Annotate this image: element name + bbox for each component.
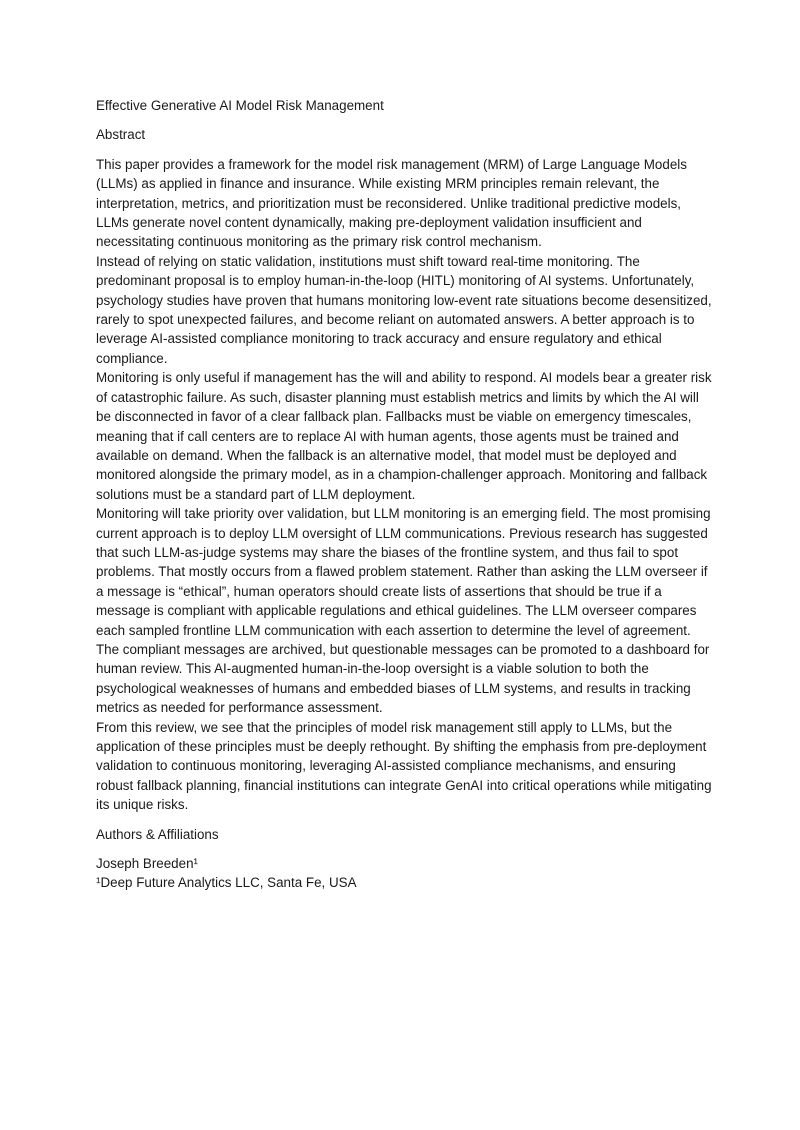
- paper-page: [96, 96, 716, 893]
- authors-heading: Authors & Affiliations: [96, 826, 219, 842]
- abstract-paragraph-2: Instead of relying on static validation, institutions must shift toward real-time monitoring. The predominant proposal is to employ human-in-the-loop (HITL) monitoring of AI systems. Unfortunately, psychology studies have proven that humans monitoring low-event rate situations become desensitized, rarely to spot unexpected failures, and become reliant on automated answers. A better approach is to leverage AI-assisted compliance monitoring to track accuracy and ensure regulatory and ethical compliance.: [96, 253, 712, 366]
- author-name: Joseph Breeden¹: [96, 856, 198, 872]
- abstract-paragraph-1: This paper provides a framework for the model risk management (MRM) of Large Language Models (LLMs) as applied in finance and insurance. While existing MRM principles remain relevant, the interpretation, metrics, and prioritization must be reconsidered. Unlike traditional predictive models, LLMs generate novel content dynamically, making pre-deployment validation insufficient and necessitating continuous monitoring as the primary risk control mechanism.: [96, 156, 687, 250]
- abstract-heading: Abstract: [96, 127, 146, 143]
- abstract-paragraph-4: Monitoring will take priority over validation, but LLM monitoring is an emerging field. The most promising current approach is to deploy LLM oversight of LLM communications. Previous research has suggested that such LLM-as-judge systems may share the biases of the frontline system, and thus fail to spot problems. That mostly occurs from a flawed problem statement. Rather than asking the LLM overseer if a message is “ethical”, human operators should create lists of assertions that should be true if a message is compliant with applicable regulations and ethical guidelines. The LLM overseer compares each sampled frontline LLM communication with each assertion to determine the level of agreement. The compliant messages are archived, but questionable messages can be promoted to a dashboard for human review. This AI-augmented human-in-the-loop oversight is a viable solution to both the psychological weaknesses of humans and embedded biases of LLM systems, and results in tracking metrics as needed for performance assessment.: [96, 506, 711, 716]
- author-affiliation: ¹Deep Future Analytics LLC, Santa Fe, USA: [96, 875, 357, 891]
- abstract-paragraph-5: From this review, we see that the principles of model risk management still apply to LLMs, but the application of these principles must be deeply rethought. By shifting the emphasis from pre-deployment validation to continuous monitoring, leveraging AI-assisted compliance mechanisms, and ensuring robust fallback planning, financial institutions can integrate GenAI into critical operations while mitigating its unique risks.: [96, 719, 712, 813]
- abstract-paragraph-3: Monitoring is only useful if management has the will and ability to respond. AI models bear a greater risk of catastrophic failure. As such, disaster planning must establish metrics and limits by which the AI will be disconnected in favor of a clear fallback plan. Fallbacks must be viable on emergency timescales, meaning that if call centers are to replace AI with human agents, those agents must be trained and available on demand. When the fallback is an alternative model, that model must be deployed and monitored alongside the primary model, as in a champion-challenger approach. Monitoring and fallback solutions must be a standard part of LLM deployment.: [96, 370, 712, 502]
- paper-title: Effective Generative AI Model Risk Management: [96, 98, 384, 113]
- abstract-body: [96, 155, 716, 815]
